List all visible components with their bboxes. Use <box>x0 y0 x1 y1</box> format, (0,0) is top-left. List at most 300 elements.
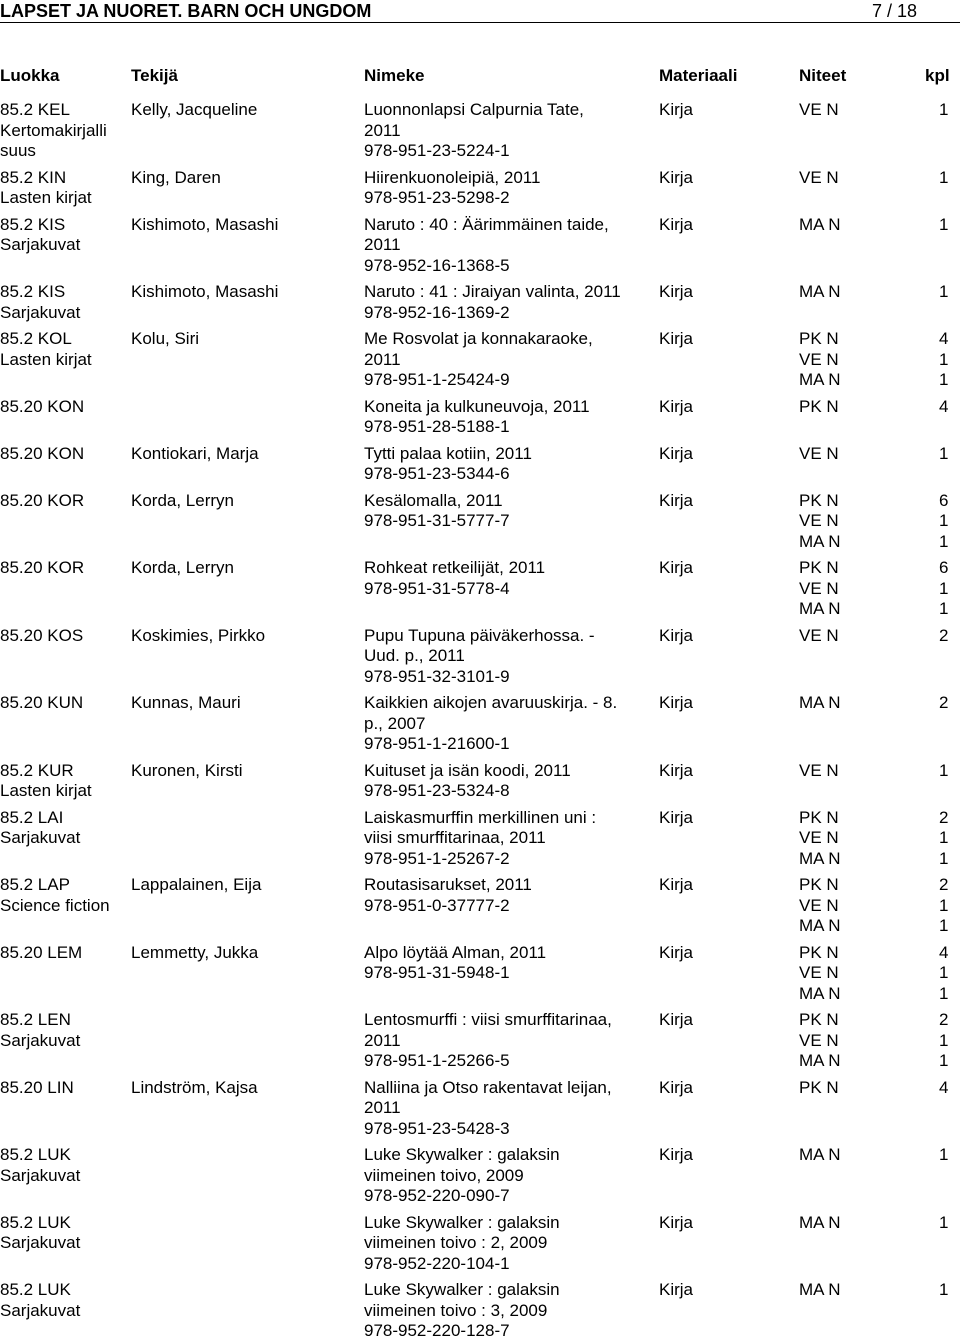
quantity-cell-text: 4 <box>939 396 949 416</box>
author-cell-text: Koskimies, Pirkko <box>131 625 266 645</box>
material-cell-text: Kirja <box>659 807 694 827</box>
class-cell <box>0 761 92 802</box>
class-cell-text: 85.2 KIS <box>0 214 66 234</box>
author-cell-text: Korda, Lerryn <box>131 490 234 510</box>
holdings-cell-text: VE N <box>799 828 839 847</box>
class-cell-text: 85.2 KEL <box>0 100 70 119</box>
quantity-cell-text: 2 <box>939 807 949 827</box>
author-cell <box>131 444 259 465</box>
quantity-cell <box>939 282 948 303</box>
holdings-cell <box>799 100 839 121</box>
class-cell-text: 85.20 KOR <box>0 490 85 510</box>
material-cell <box>659 1078 693 1099</box>
author-cell-text: Kishimoto, Masashi <box>131 214 279 234</box>
material-cell <box>659 693 693 714</box>
title-cell <box>364 100 584 162</box>
title-cell-text: Lentosmurffi : viisi smurffitarinaa, <box>364 1010 612 1029</box>
class-cell <box>0 100 107 162</box>
class-cell-text: 85.2 KUR <box>0 760 74 780</box>
author-cell <box>131 168 221 189</box>
title-cell <box>364 444 532 485</box>
title-cell <box>364 1213 560 1275</box>
title-cell <box>364 282 621 323</box>
holdings-cell-text: MA N <box>799 1145 841 1164</box>
quantity-cell-text: 1 <box>939 167 949 187</box>
quantity-cell <box>939 1010 948 1072</box>
material-cell <box>659 1280 693 1301</box>
title-cell-text: 978-951-23-5298-2 <box>364 188 510 207</box>
holdings-cell <box>799 282 841 303</box>
author-cell-text: Lappalainen, Eija <box>131 875 262 894</box>
class-cell-text: 85.20 KUN <box>0 693 84 712</box>
author-cell <box>131 329 199 350</box>
title-cell <box>364 1010 612 1072</box>
material-cell <box>659 397 693 418</box>
class-cell <box>0 397 84 418</box>
quantity-cell-text: 4 <box>939 329 949 348</box>
holdings-cell-text: MA N <box>799 1280 841 1299</box>
quantity-cell <box>939 100 948 121</box>
author-cell <box>131 761 243 782</box>
class-cell <box>0 1280 80 1321</box>
material-cell-text: Kirja <box>659 942 694 962</box>
title-cell <box>364 808 596 870</box>
title-cell-text: Naruto : 41 : Jiraiyan valinta, 2011 <box>364 282 621 301</box>
class-cell <box>0 444 84 465</box>
holdings-cell <box>799 1145 841 1166</box>
title-cell-text: 2011 <box>364 235 401 254</box>
quantity-cell-text: 1 <box>939 1212 949 1232</box>
quantity-cell-text: 1 <box>939 100 949 119</box>
holdings-cell-text: PK N <box>799 490 839 510</box>
material-cell-text: Kirja <box>659 443 694 463</box>
class-cell <box>0 558 84 579</box>
title-cell-text: 978-951-31-5778-4 <box>364 578 510 598</box>
quantity-cell-text: 4 <box>939 1077 949 1097</box>
class-cell <box>0 626 83 647</box>
class-cell <box>0 168 92 209</box>
title-cell-text: 978-951-23-5324-8 <box>364 781 510 800</box>
title-cell-text: Kuituset ja isän koodi, 2011 <box>364 760 571 780</box>
title-cell-text: Luke Skywalker : galaksin <box>364 1145 560 1164</box>
holdings-cell <box>799 215 841 236</box>
class-cell-text: 85.20 KON <box>0 396 85 416</box>
page-header <box>0 0 960 23</box>
holdings-cell-text: MA N <box>799 983 841 1003</box>
class-cell <box>0 1010 80 1051</box>
holdings-cell-text: MA N <box>799 214 841 234</box>
class-cell-text: 85.2 KIS <box>0 282 66 301</box>
quantity-cell <box>939 215 948 236</box>
title-cell-text: viimeinen toivo : 3, 2009 <box>364 1300 548 1320</box>
quantity-cell-text: 1 <box>939 963 949 982</box>
quantity-cell-text: 1 <box>939 578 949 598</box>
class-cell-text: 85.20 KOR <box>0 558 85 577</box>
material-cell-text: Kirja <box>659 329 694 348</box>
holdings-cell-text: VE N <box>799 1030 839 1050</box>
title-cell-text: 978-951-1-21600-1 <box>364 734 510 753</box>
quantity-cell <box>939 693 948 714</box>
holdings-cell-text: MA N <box>799 916 841 935</box>
holdings-cell <box>799 693 841 714</box>
quantity-cell-text: 1 <box>939 511 949 530</box>
quantity-cell-text: 1 <box>939 848 949 868</box>
author-cell <box>131 282 278 303</box>
material-cell-text: Kirja <box>659 1077 694 1097</box>
quantity-cell-text: 1 <box>939 599 949 618</box>
author-cell <box>131 875 261 896</box>
holdings-cell-text: PK N <box>799 1010 839 1029</box>
author-cell-text: Kelly, Jacqueline <box>131 100 258 119</box>
author-cell <box>131 100 257 121</box>
title-cell <box>364 491 510 532</box>
quantity-cell-text: 1 <box>939 1030 949 1050</box>
holdings-cell-text: VE N <box>799 443 839 463</box>
quantity-cell <box>939 558 948 620</box>
quantity-cell-text: 1 <box>939 349 949 369</box>
column-header-kpl: kpl <box>925 66 950 85</box>
title-cell-text: Routasisarukset, 2011 <box>364 875 532 894</box>
author-cell <box>131 943 258 964</box>
material-cell-text: Kirja <box>659 1280 694 1299</box>
quantity-cell <box>939 761 948 782</box>
class-cell-text: 85.2 LAI <box>0 807 64 827</box>
title-cell-text: Me Rosvolat ja konnakaraoke, <box>364 329 593 348</box>
class-cell <box>0 1213 80 1254</box>
material-cell <box>659 444 693 465</box>
title-cell-text: Luke Skywalker : galaksin <box>364 1280 560 1299</box>
class-cell-text: Sarjakuvat <box>0 1300 81 1320</box>
author-cell-text: Lemmetty, Jukka <box>131 942 259 962</box>
material-cell <box>659 1145 693 1166</box>
quantity-cell-text: 2 <box>939 875 949 894</box>
title-cell-text: 978-951-31-5948-1 <box>364 963 510 982</box>
material-cell <box>659 761 693 782</box>
title-cell-text: Koneita ja kulkuneuvoja, 2011 <box>364 396 590 416</box>
holdings-cell <box>799 168 839 189</box>
title-cell-text: p., 2007 <box>364 713 426 733</box>
title-cell-text: 2011 <box>364 120 401 140</box>
quantity-cell-text: 1 <box>939 1280 949 1299</box>
material-cell-text: Kirja <box>659 167 694 187</box>
quantity-cell-text: 1 <box>939 370 949 389</box>
material-cell <box>659 1010 693 1031</box>
quantity-cell-text: 1 <box>939 1051 949 1070</box>
class-cell-text: 85.20 LIN <box>0 1077 74 1097</box>
quantity-cell-text: 1 <box>939 828 949 847</box>
quantity-cell <box>939 444 948 465</box>
quantity-cell <box>939 1078 948 1099</box>
holdings-cell <box>799 1280 841 1301</box>
class-cell-text: 85.2 LUK <box>0 1212 71 1232</box>
class-cell <box>0 215 80 256</box>
class-cell-text: Sarjakuvat <box>0 1233 81 1252</box>
column-headers <box>0 66 960 90</box>
quantity-cell-text: 1 <box>939 531 949 551</box>
title-cell <box>364 329 593 391</box>
class-cell <box>0 491 84 512</box>
quantity-cell-text: 1 <box>939 282 949 301</box>
quantity-cell-text: 1 <box>939 895 949 915</box>
material-cell <box>659 626 693 647</box>
quantity-cell <box>939 329 948 391</box>
material-cell <box>659 808 693 829</box>
holdings-cell-text: VE N <box>799 349 839 369</box>
title-cell-text: 2011 <box>364 349 401 369</box>
material-cell <box>659 491 693 512</box>
class-cell-text: Kertomakirjalli <box>0 120 107 140</box>
title-cell <box>364 943 546 984</box>
title-cell-text: Uud. p., 2011 <box>364 646 465 665</box>
holdings-cell-text: PK N <box>799 807 839 827</box>
class-cell-text: Sarjakuvat <box>0 235 81 254</box>
title-cell <box>364 397 590 438</box>
author-cell-text: Lindström, Kajsa <box>131 1077 258 1097</box>
quantity-cell-text: 6 <box>939 490 949 510</box>
holdings-cell <box>799 875 841 937</box>
holdings-cell-text: VE N <box>799 100 839 119</box>
title-cell-text: viimeinen toivo, 2009 <box>364 1165 524 1185</box>
title-cell-text: Hiirenkuonoleipiä, 2011 <box>364 167 541 187</box>
column-header-niteet: Niteet <box>799 66 847 85</box>
material-cell <box>659 943 693 964</box>
title-cell <box>364 875 532 916</box>
author-cell-text: King, Daren <box>131 167 221 187</box>
quantity-cell <box>939 808 948 870</box>
holdings-cell-text: PK N <box>799 558 839 577</box>
title-cell-text: 978-952-220-128-7 <box>364 1321 510 1340</box>
class-cell-text: Lasten kirjat <box>0 781 92 800</box>
title-cell <box>364 1078 612 1140</box>
class-cell-text: 85.2 LEN <box>0 1010 71 1029</box>
holdings-cell-text: PK N <box>799 329 839 348</box>
title-cell-text: 2011 <box>364 1030 401 1050</box>
holdings-cell-text: MA N <box>799 370 841 389</box>
quantity-cell-text: 1 <box>939 443 949 463</box>
material-cell <box>659 558 693 579</box>
class-cell <box>0 693 83 714</box>
quantity-cell-text: 1 <box>939 1145 949 1164</box>
quantity-cell <box>939 1280 948 1301</box>
material-cell <box>659 282 693 303</box>
quantity-cell-text: 4 <box>939 942 949 962</box>
holdings-cell-text: MA N <box>799 282 841 301</box>
quantity-cell-text: 1 <box>939 916 949 935</box>
material-cell-text: Kirja <box>659 558 694 577</box>
quantity-cell <box>939 491 948 553</box>
title-cell-text: 978-951-0-37777-2 <box>364 895 510 915</box>
title-cell-text: Luke Skywalker : galaksin <box>364 1212 560 1232</box>
title-cell-text: Laiskasmurffin merkillinen uni : <box>364 807 597 827</box>
author-cell <box>131 215 278 236</box>
author-cell <box>131 626 265 647</box>
quantity-cell <box>939 1213 948 1234</box>
class-cell-text: Sarjakuvat <box>0 828 81 847</box>
title-cell <box>364 761 571 802</box>
holdings-cell <box>799 1213 841 1234</box>
holdings-cell <box>799 558 841 620</box>
quantity-cell <box>939 397 948 418</box>
title-cell-text: 978-951-23-5224-1 <box>364 141 510 160</box>
holdings-cell-text: PK N <box>799 1077 839 1097</box>
title-cell-text: Nalliina ja Otso rakentavat leijan, <box>364 1077 612 1097</box>
class-cell-text: 85.2 KIN <box>0 167 67 187</box>
holdings-cell <box>799 1010 841 1072</box>
class-cell-text: Science fiction <box>0 895 110 915</box>
column-header-nimeke: Nimeke <box>364 66 425 85</box>
class-cell <box>0 875 110 916</box>
material-cell <box>659 875 693 896</box>
class-cell-text: 85.20 KOS <box>0 625 84 645</box>
class-cell <box>0 943 82 964</box>
column-header-materiaali: Materiaali <box>659 66 738 85</box>
holdings-cell-text: MA N <box>799 531 841 551</box>
material-cell-text: Kirja <box>659 1212 694 1232</box>
title-cell <box>364 558 545 599</box>
holdings-cell-text: PK N <box>799 875 839 894</box>
title-cell-text: 978-952-16-1369-2 <box>364 302 510 322</box>
holdings-cell <box>799 943 841 1005</box>
quantity-cell <box>939 1145 948 1166</box>
title-cell-text: 978-951-31-5777-7 <box>364 511 510 530</box>
material-cell <box>659 100 693 121</box>
quantity-cell <box>939 875 948 937</box>
title-cell-text: 978-951-23-5344-6 <box>364 464 510 483</box>
quantity-cell-text: 1 <box>939 760 949 780</box>
material-cell-text: Kirja <box>659 214 694 234</box>
material-cell-text: Kirja <box>659 693 694 712</box>
class-cell <box>0 808 80 849</box>
quantity-cell <box>939 168 948 189</box>
material-cell-text: Kirja <box>659 875 694 894</box>
material-cell <box>659 329 693 350</box>
material-cell <box>659 168 693 189</box>
material-cell-text: Kirja <box>659 100 694 119</box>
author-cell <box>131 1078 258 1099</box>
class-cell-text: 85.20 KON <box>0 443 85 463</box>
page-title: LAPSET JA NUORET. BARN OCH UNGDOM <box>0 1 372 21</box>
quantity-cell <box>939 943 948 1005</box>
title-cell-text: Pupu Tupuna päiväkerhossa. - <box>364 625 595 645</box>
material-cell-text: Kirja <box>659 490 694 510</box>
class-cell-text: 85.2 LUK <box>0 1145 71 1164</box>
title-cell-text: 978-951-1-25266-5 <box>364 1051 510 1070</box>
author-cell <box>131 491 234 512</box>
material-cell-text: Kirja <box>659 396 694 416</box>
quantity-cell-text: 2 <box>939 1010 949 1029</box>
holdings-cell <box>799 397 839 418</box>
author-cell <box>131 693 241 714</box>
title-cell <box>364 626 595 688</box>
class-cell-text: 85.20 LEM <box>0 942 83 962</box>
holdings-cell-text: VE N <box>799 511 839 530</box>
material-cell <box>659 215 693 236</box>
author-cell-text: Kolu, Siri <box>131 329 200 348</box>
holdings-cell-text: MA N <box>799 1051 841 1070</box>
class-cell-text: 85.2 LUK <box>0 1280 71 1299</box>
title-cell-text: Naruto : 40 : Äärimmäinen taide, <box>364 214 609 234</box>
class-cell-text: Lasten kirjat <box>0 188 92 207</box>
class-cell-text: suus <box>0 141 36 160</box>
class-cell-text: Sarjakuvat <box>0 1030 81 1050</box>
material-cell-text: Kirja <box>659 282 694 301</box>
holdings-cell-text: MA N <box>799 693 841 712</box>
class-cell-text: Sarjakuvat <box>0 302 81 322</box>
title-cell <box>364 1145 560 1207</box>
title-cell <box>364 693 617 755</box>
holdings-cell <box>799 761 839 782</box>
column-header-tekija: Tekijä <box>131 66 178 85</box>
quantity-cell <box>939 626 948 647</box>
title-cell <box>364 168 540 209</box>
holdings-cell-text: PK N <box>799 396 839 416</box>
author-cell-text: Kontiokari, Marja <box>131 443 259 463</box>
holdings-cell-text: VE N <box>799 625 839 645</box>
holdings-cell-text: VE N <box>799 895 839 915</box>
quantity-cell-text: 6 <box>939 558 949 577</box>
class-cell-text: Sarjakuvat <box>0 1165 81 1185</box>
holdings-cell-text: VE N <box>799 578 839 598</box>
class-cell-text: Lasten kirjat <box>0 349 92 369</box>
author-cell-text: Kuronen, Kirsti <box>131 760 243 780</box>
author-cell-text: Korda, Lerryn <box>131 558 234 577</box>
material-cell <box>659 1213 693 1234</box>
holdings-cell <box>799 444 839 465</box>
holdings-cell-text: VE N <box>799 760 839 780</box>
title-cell-text: Alpo löytää Alman, 2011 <box>364 942 547 962</box>
material-cell-text: Kirja <box>659 760 694 780</box>
title-cell-text: Kaikkien aikojen avaruuskirja. - 8. <box>364 693 618 712</box>
holdings-cell-text: MA N <box>799 599 841 618</box>
material-cell-text: Kirja <box>659 1145 694 1164</box>
title-cell-text: Luonnonlapsi Calpurnia Tate, <box>364 100 584 119</box>
holdings-cell <box>799 491 841 553</box>
title-cell-text: 978-952-220-104-1 <box>364 1253 510 1273</box>
holdings-cell-text: VE N <box>799 167 839 187</box>
class-cell <box>0 1078 74 1099</box>
title-cell-text: Tytti palaa kotiin, 2011 <box>364 443 532 463</box>
quantity-cell-text: 1 <box>939 214 949 234</box>
title-cell-text: viisi smurffitarinaa, 2011 <box>364 828 546 847</box>
holdings-cell <box>799 329 841 391</box>
page-number: 7 / 18 <box>872 1 918 21</box>
title-cell-text: 978-951-32-3101-9 <box>364 666 510 686</box>
holdings-cell-text: MA N <box>799 848 841 868</box>
holdings-cell-text: VE N <box>799 963 839 982</box>
holdings-cell <box>799 808 841 870</box>
quantity-cell-text: 1 <box>939 983 949 1003</box>
class-cell <box>0 329 92 370</box>
title-cell-text: 2011 <box>364 1098 401 1117</box>
holdings-cell <box>799 1078 839 1099</box>
holdings-cell-text: MA N <box>799 1212 841 1232</box>
material-cell-text: Kirja <box>659 625 694 645</box>
title-cell-text: 978-951-1-25267-2 <box>364 848 510 868</box>
title-cell-text: 978-952-16-1368-5 <box>364 255 510 275</box>
title-cell-text: viimeinen toivo : 2, 2009 <box>364 1233 548 1252</box>
author-cell-text: Kishimoto, Masashi <box>131 282 279 301</box>
title-cell-text: Rohkeat retkeilijät, 2011 <box>364 558 546 577</box>
title-cell-text: 978-951-1-25424-9 <box>364 370 510 389</box>
column-header-luokka: Luokka <box>0 66 60 85</box>
title-cell-text: Kesälomalla, 2011 <box>364 490 503 510</box>
material-cell-text: Kirja <box>659 1010 694 1029</box>
class-cell <box>0 1145 80 1186</box>
title-cell-text: 978-951-23-5428-3 <box>364 1118 510 1138</box>
quantity-cell-text: 2 <box>939 625 949 645</box>
title-cell-text: 978-951-28-5188-1 <box>364 417 510 436</box>
class-cell-text: 85.2 KOL <box>0 329 72 348</box>
